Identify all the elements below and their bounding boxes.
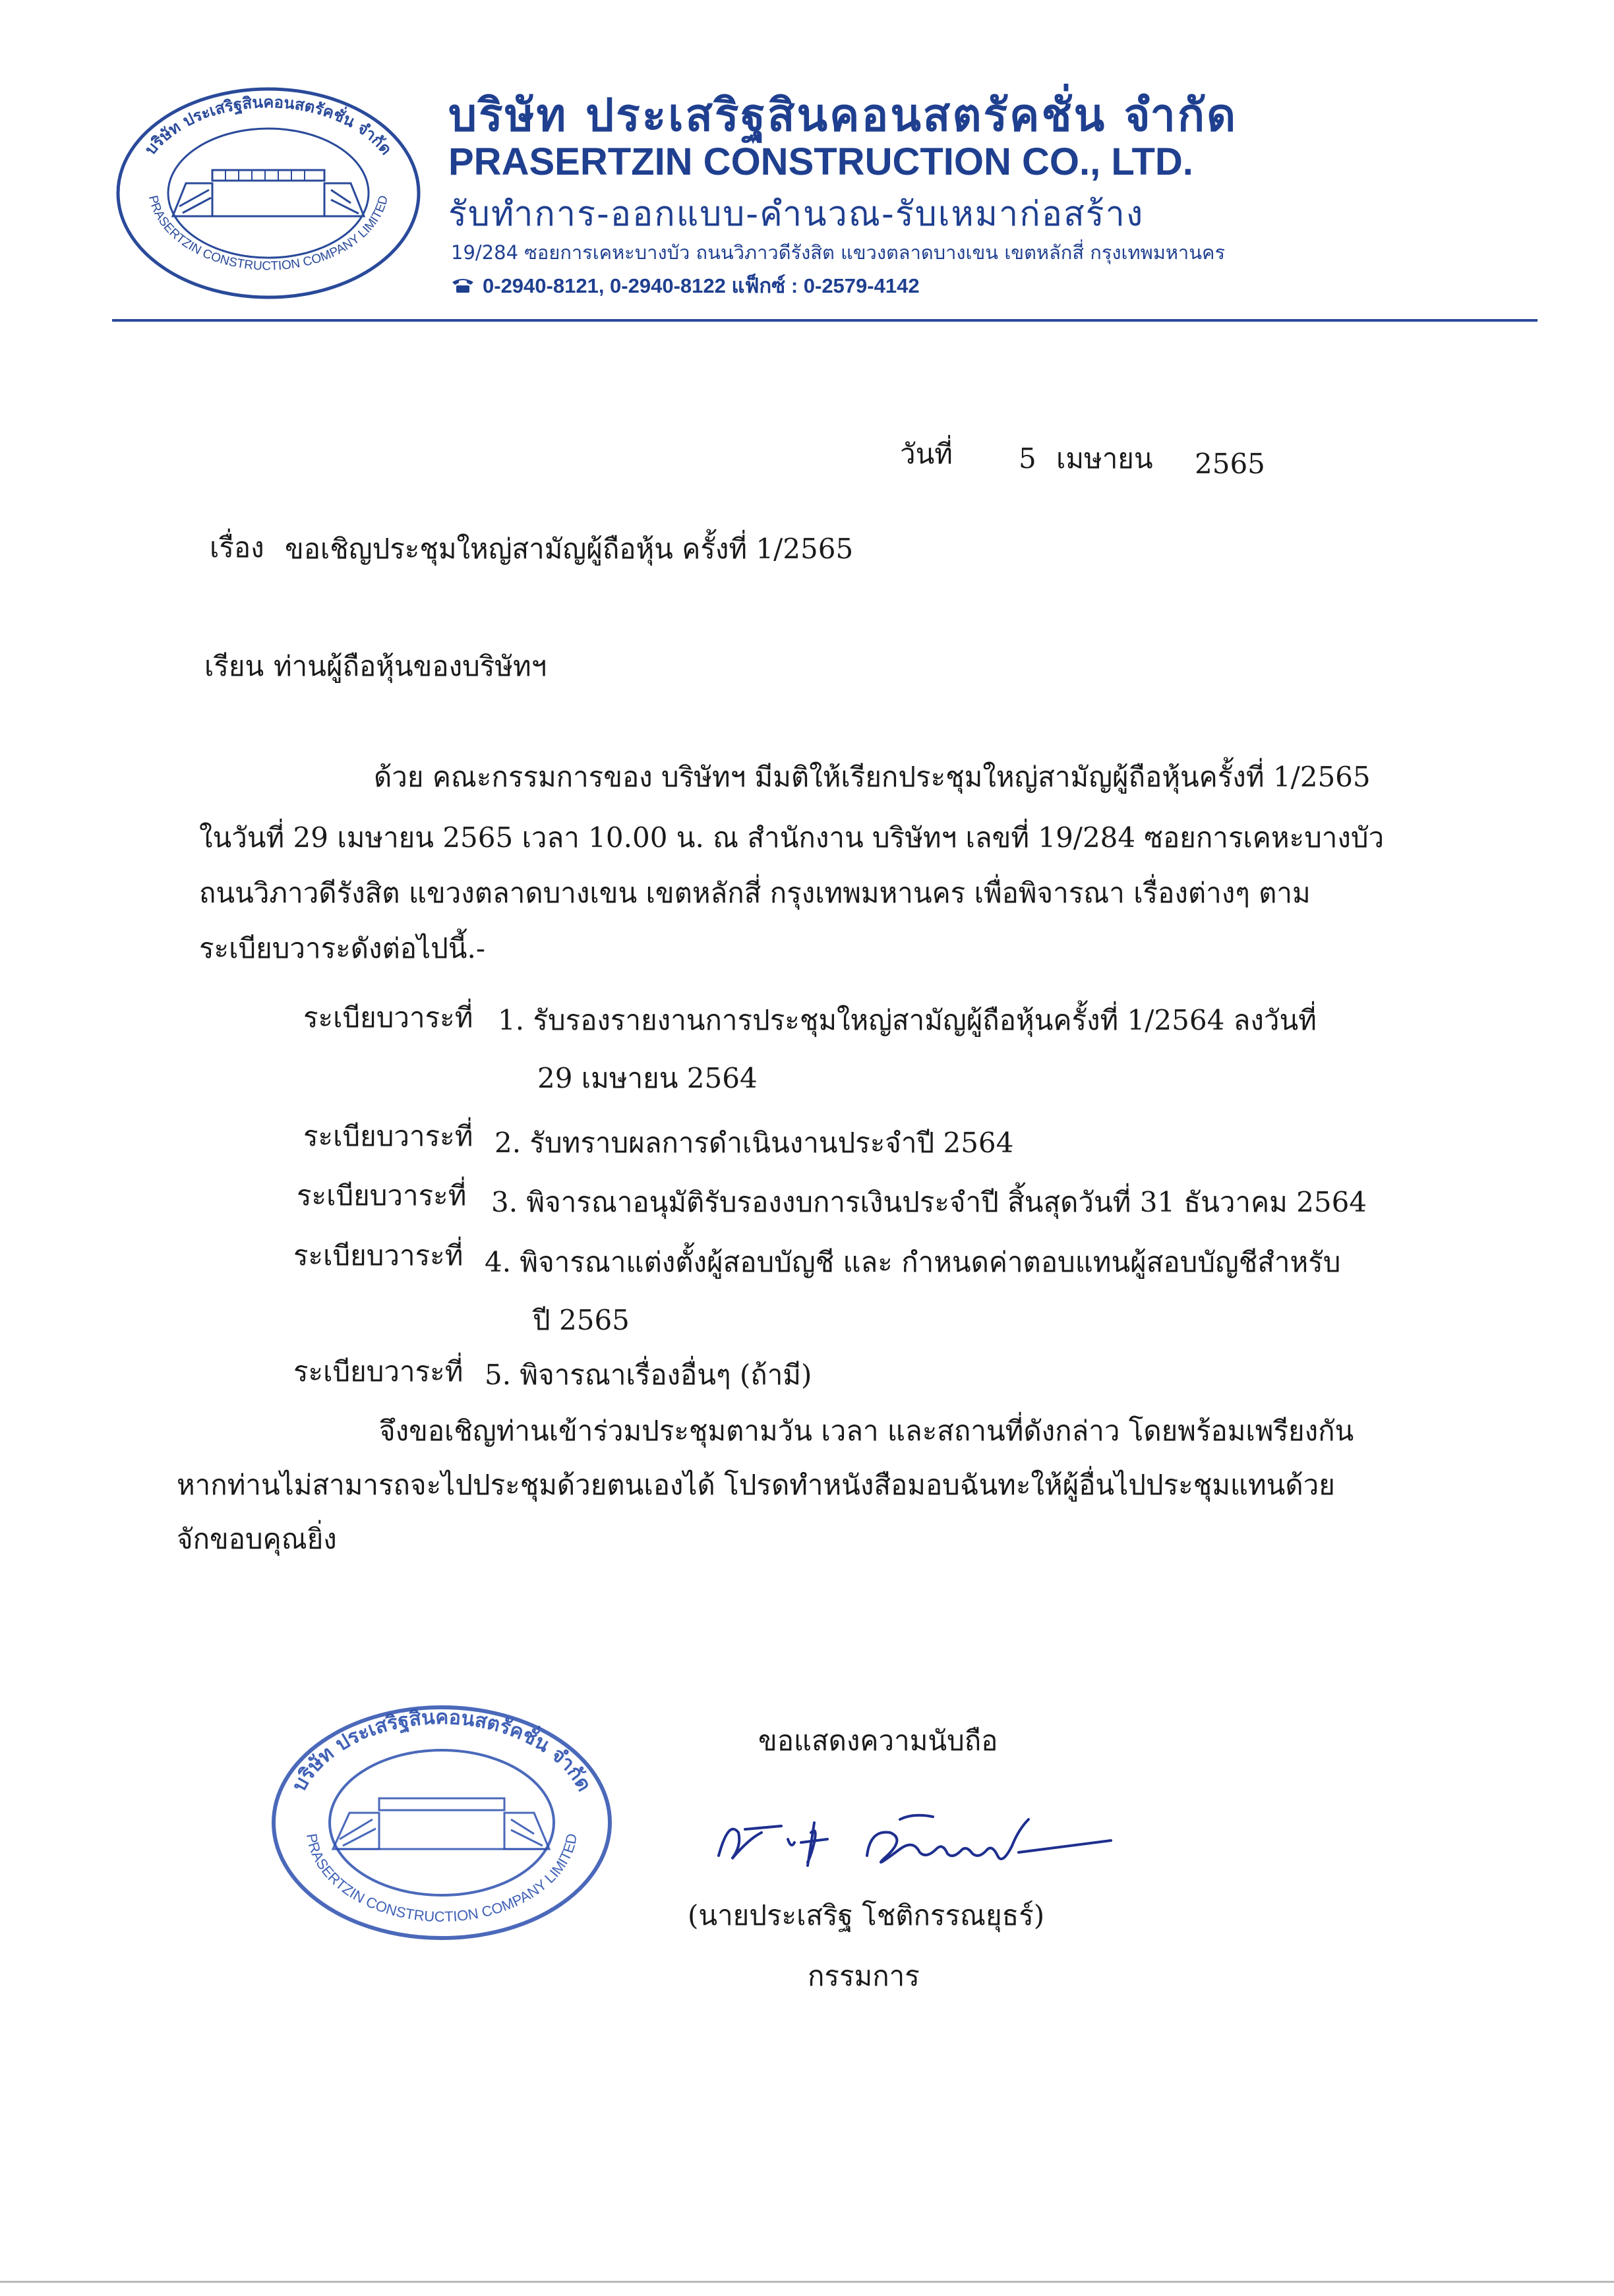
company-services: รับทำการ-ออกแบบ-คำนวณ-รับเหมาก่อสร้าง	[448, 194, 1145, 234]
recipient-text: ท่านผู้ถือหุ้นของบริษัทฯ	[274, 650, 547, 682]
paragraph1-line: ระเบียบวาระดังต่อไปนี้.-	[199, 932, 486, 964]
company-stamp	[267, 1701, 616, 1945]
agenda-2-label: ระเบียบวาระที่	[303, 1120, 473, 1152]
letterhead-divider	[112, 319, 1538, 322]
agenda-4-continuation: ปี 2565	[533, 1304, 630, 1336]
paragraph2-line: จักขอบคุณยิ่ง	[177, 1523, 337, 1555]
agenda-5-text: 5. พิจารณาเรื่องอื่นๆ (ถ้ามี)	[485, 1359, 812, 1391]
page-bottom-edge	[0, 2281, 1614, 2283]
date-day: 5	[1019, 442, 1036, 475]
date-year: 2565	[1195, 448, 1265, 480]
svg-text:บริษัท ประเสริฐสินคอนสตรัคชั่น: บริษัท ประเสริฐสินคอนสตรัคชั่น จำกัด	[141, 92, 396, 159]
company-phone-row	[451, 269, 920, 302]
agenda-2-text: 2. รับทราบผลการดำเนินงานประจำปี 2564	[494, 1127, 1014, 1159]
paragraph2-line: หากท่านไม่สามารถจะไปประชุมด้วยตนเองได้ โปรดทำหนังสือมอบฉันทะให้ผู้อื่นไปประชุมแทนด้วย	[177, 1469, 1335, 1501]
agenda-4-label: ระเบียบวาระที่	[293, 1239, 463, 1272]
company-name-english: PRASERTZIN CONSTRUCTION CO., LTD.	[448, 140, 1193, 183]
paragraph2-line: จึงขอเชิญท่านเข้าร่วมประชุมตามวัน เวลา และสถานที่ดังกล่าว โดยพร้อมเพรียงกัน	[379, 1415, 1354, 1447]
telephone-icon	[451, 277, 475, 294]
subject-text: ขอเชิญประชุมใหญ่สามัญผู้ถือหุ้น ครั้งที่ 1/2565	[285, 533, 854, 565]
agenda-3-text: 3. พิจารณาอนุมัติรับรองงบการเงินประจำปี สิ้นสุดวันที่ 31 ธันวาคม 2564	[491, 1186, 1367, 1218]
subject-label: เรื่อง	[210, 531, 264, 564]
svg-text:บริษัท ประเสริฐสินคอนสตรัคชั่น: บริษัท ประเสริฐสินคอนสตรัคชั่น จำกัด	[287, 1705, 596, 1796]
handwritten-signature	[702, 1793, 1131, 1892]
recipient-label: เรียน	[204, 650, 264, 682]
signer-title: กรรมการ	[808, 1960, 920, 1992]
company-address: 19/284 ซอยการเคหะบางบัว ถนนวิภาวดีรังสิต แขวงตลาดบางเขน เขตหลักสี่ กรุงเทพมหานคร	[451, 241, 1226, 264]
agenda-1-continuation: 29 เมษายน 2564	[537, 1062, 758, 1094]
agenda-5-label: ระเบียบวาระที่	[293, 1355, 463, 1388]
company-name-thai: บริษัท ประเสริฐสินคอนสตรัคชั่น จำกัด	[448, 90, 1238, 142]
agenda-1-label: ระเบียบวาระที่	[303, 1001, 473, 1034]
paragraph1-line: ในวันที่ 29 เมษายน 2565 เวลา 10.00 น. ณ สำนักงาน บริษัทฯ เลขที่ 19/284 ซอยการเคหะบางบัว	[199, 821, 1385, 854]
date-month: เมษายน	[1056, 442, 1153, 475]
company-logo	[113, 84, 423, 302]
date-label: วันที่	[900, 438, 953, 470]
paragraph1-line: ถนนวิภาวดีรังสิต แขวงตลาดบางเขน เขตหลักสี่ กรุงเทพมหานคร เพื่อพิจารณา เรื่องต่างๆ ตาม	[199, 877, 1311, 909]
closing-text: ขอแสดงความนับถือ	[758, 1724, 998, 1757]
agenda-4-text: 4. พิจารณาแต่งตั้งผู้สอบบัญชี และ กำหนดค่าตอบแทนผู้สอบบัญชีสำหรับ	[485, 1246, 1341, 1278]
signer-name: (นายประเสริฐ โชติกรรณยุธร์)	[688, 1899, 1045, 1931]
paragraph1-line: ด้วย คณะกรรมการของ บริษัทฯ มีมติให้เรียกประชุมใหญ่สามัญผู้ถือหุ้นครั้งที่ 1/2565	[374, 761, 1371, 793]
agenda-1-text: 1. รับรองรายงานการประชุมใหญ่สามัญผู้ถือหุ้นครั้งที่ 1/2564 ลงวันที่	[498, 1004, 1317, 1036]
svg-text:PRASERTZIN CONSTRUCTION COMPAN: PRASERTZIN CONSTRUCTION COMPANY LIMITED	[303, 1832, 580, 1926]
phone-numbers: 0-2940-8121, 0-2940-8122 แฟ็กซ์ : 0-2579-4142	[483, 274, 920, 297]
agenda-3-label: ระเบียบวาระที่	[297, 1179, 467, 1212]
svg-text:PRASERTZIN CONSTRUCTION COMPAN: PRASERTZIN CONSTRUCTION COMPANY LIMITED	[146, 194, 392, 274]
